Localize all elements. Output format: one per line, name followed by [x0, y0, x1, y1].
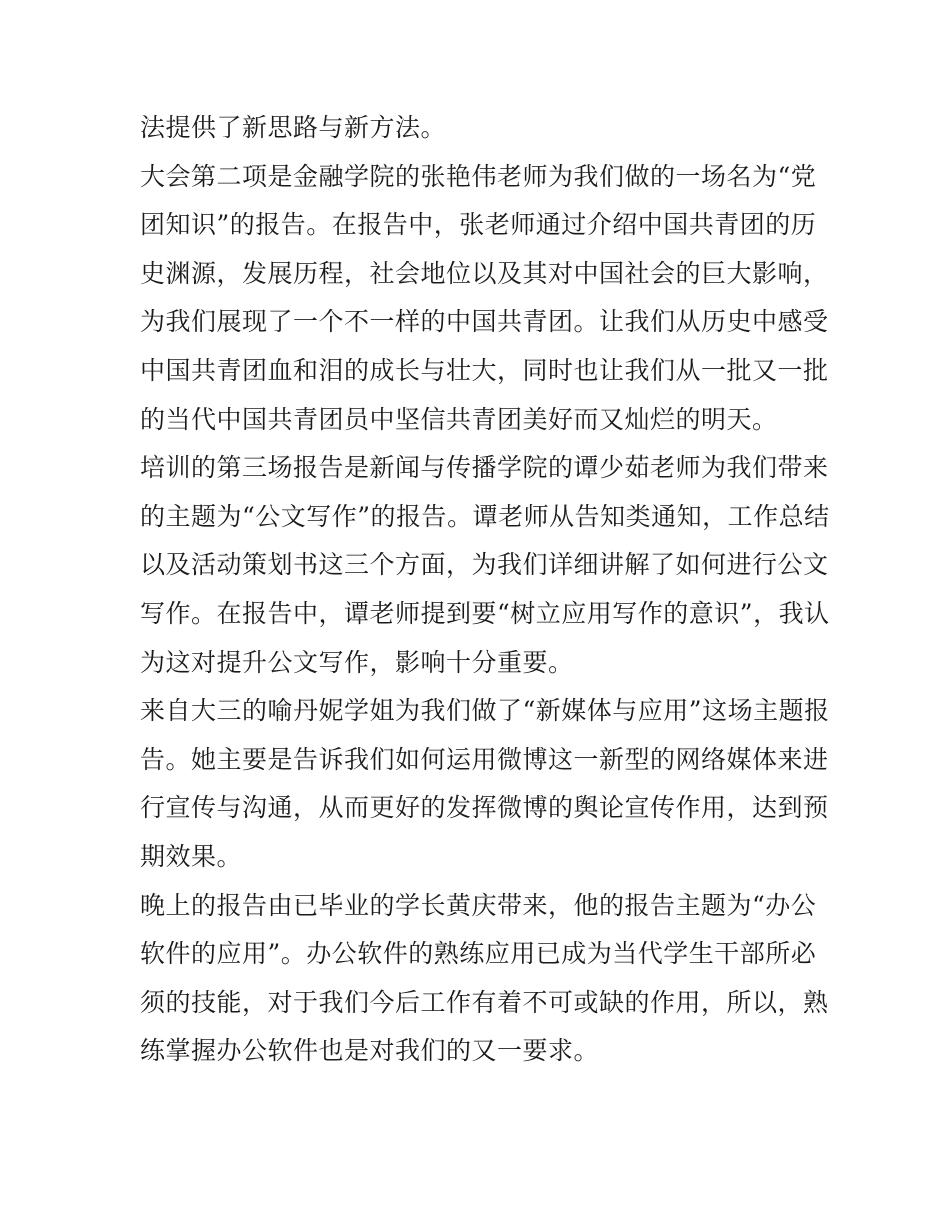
text-line: 法提供了新思路与新方法。 — [140, 113, 447, 142]
text-line: 中国共青团血和泪的成长与壮大，同时也让我们从一批又一批 — [140, 355, 829, 385]
text-line: 的主题为“公文写作”的报告。谭老师从告知类通知，工作总结 — [140, 501, 830, 531]
text-line: 须的技能，对于我们今后工作有着不可或缺的作用，所以，熟 — [140, 987, 829, 1017]
text-line: 以及活动策划书这三个方面，为我们详细讲解了如何进行公文 — [140, 550, 829, 580]
text-line: 为这对提升公文写作，影响十分重要。 — [140, 647, 574, 677]
text-line: 的当代中国共青团员中坚信共青团美好而又灿烂的明天。 — [140, 404, 778, 434]
text-line: 大会第二项是金融学院的张艳伟老师为我们做的一场名为“党 — [140, 161, 817, 191]
text-line: 行宣传与沟通，从而更好的发挥微博的舆论宣传作用，达到预 — [140, 793, 829, 823]
text-line: 期效果。 — [140, 841, 243, 871]
text-line: 告。她主要是告诉我们如何运用微博这一新型的网络媒体来进 — [140, 744, 829, 774]
text-line: 软件的应用”。办公软件的熟练应用已成为当代学生干部所必 — [140, 939, 817, 969]
text-line: 来自大三的喻丹妮学姐为我们做了“新媒体与应用”这场主题报 — [140, 696, 830, 726]
text-line: 为我们展现了一个不一样的中国共青团。让我们从历史中感受 — [140, 307, 829, 337]
text-line: 练掌握办公软件也是对我们的又一要求。 — [140, 1036, 600, 1066]
text-line: 团知识”的报告。在报告中，张老师通过介绍中国共青团的历 — [140, 210, 817, 240]
text-line: 史渊源，发展历程，社会地位以及其对中国社会的巨大影响， — [140, 258, 829, 288]
body-text — [140, 104, 830, 1076]
text-line: 写作。在报告中，谭老师提到要“树立应用写作的意识”，我认 — [140, 598, 830, 628]
text-line: 培训的第三场报告是新闻与传播学院的谭少茹老师为我们带来 — [140, 453, 829, 483]
text-line: 晚上的报告由已毕业的学长黄庆带来，他的报告主题为“办公 — [140, 890, 817, 920]
